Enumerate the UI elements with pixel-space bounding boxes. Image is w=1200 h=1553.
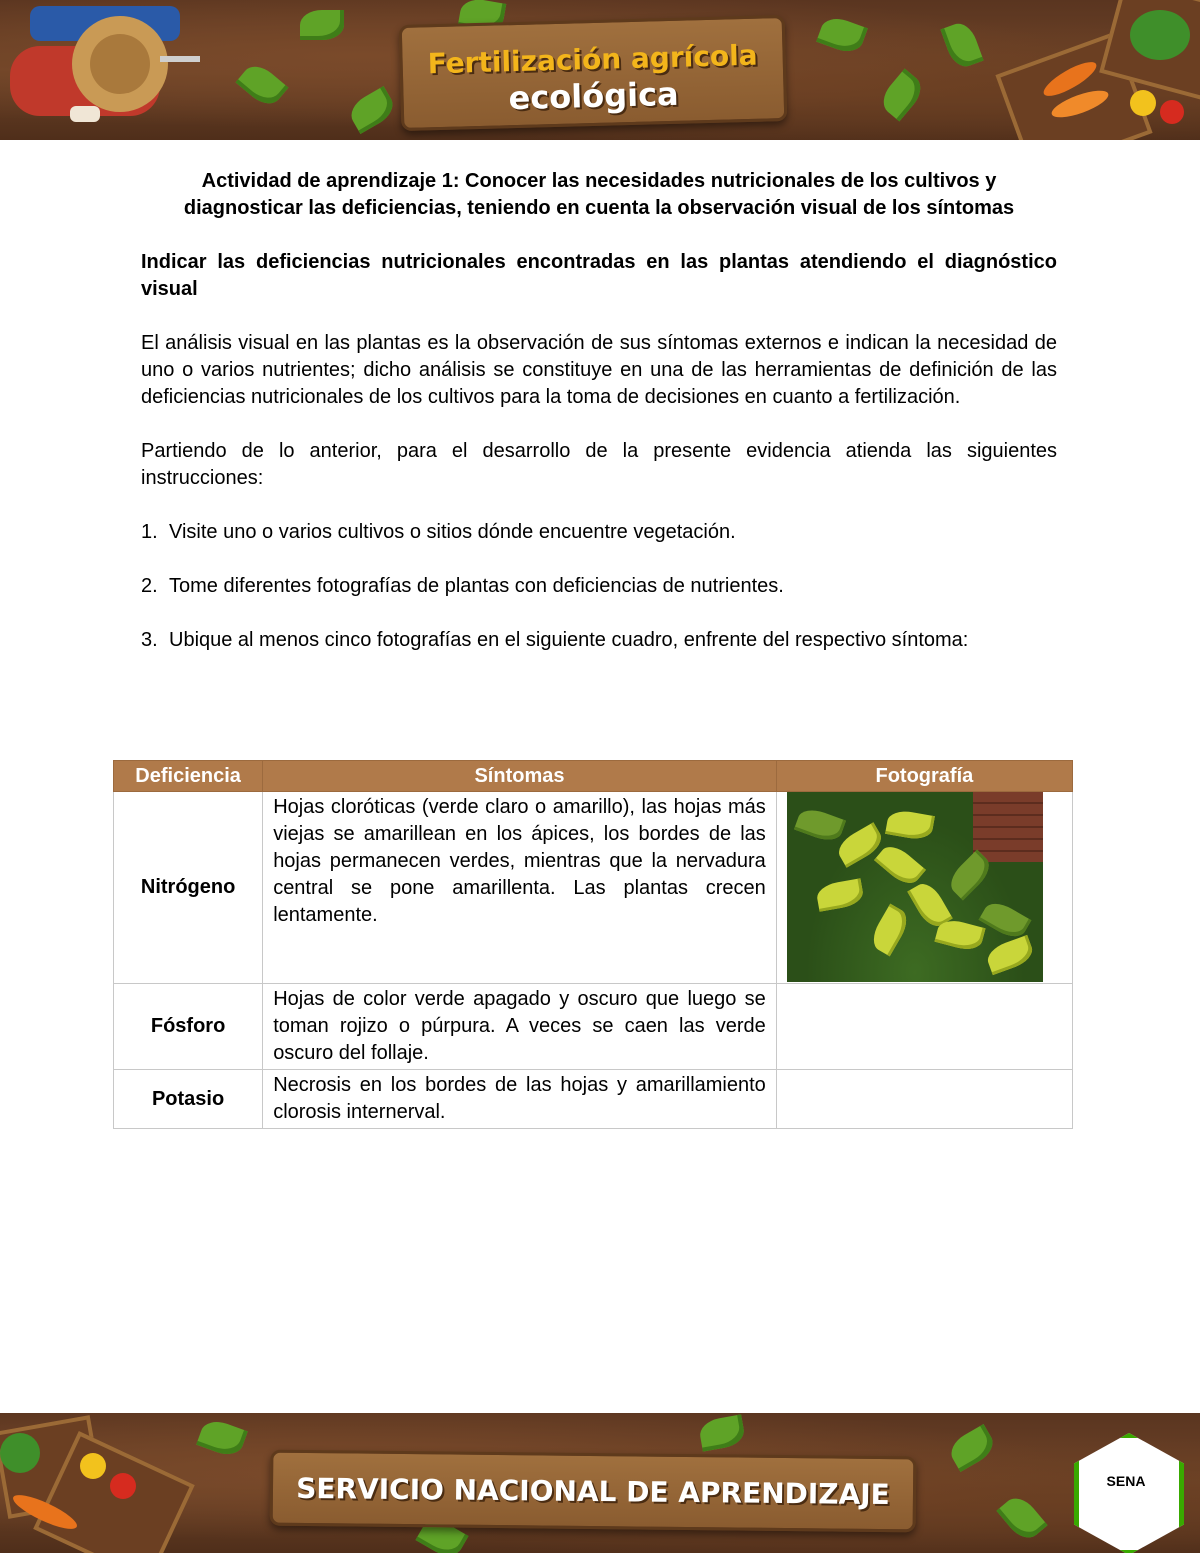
symptoms-cell: Hojas cloróticas (verde claro o amarillo), las hojas más viejas se amarillean en los ápices, los bordes de las hojas permanecen verdes, mientras que la nervadura central se pone amarillenta. Las plantas crecen lentamente. [263, 792, 777, 984]
deficiency-cell: Fósforo [114, 984, 263, 1070]
lettuce-decoration [0, 1433, 40, 1473]
instructions-list [141, 519, 1057, 654]
photo-cell [776, 792, 1072, 984]
header-title-line1: Fertilización agrícola [427, 38, 758, 81]
list-item-text: Ubique al menos cinco fotografías en el siguiente cuadro, enfrente del respectivo síntoma: [169, 629, 969, 651]
photo-cell [776, 984, 1072, 1070]
footer-banner [0, 1413, 1200, 1553]
header-banner [0, 0, 1200, 140]
footer-title-sign [270, 1450, 917, 1533]
farmer-illustration [10, 6, 200, 126]
deficiency-table [113, 760, 1073, 1129]
header-title-sign [399, 15, 788, 131]
list-item-number: 1. [141, 521, 158, 543]
leaf-decoration [996, 1492, 1047, 1545]
deficiency-cell: Potasio [114, 1070, 263, 1129]
leaf-decoration [345, 86, 398, 134]
paragraph-intro: El análisis visual en las plantas es la observación de sus síntomas externos e indican la necesidad de uno o varios nutrientes; dicho análisis se constituye en una de las herramientas de definición de las deficiencias nutricionales de los cultivos para la toma de decisiones en cuanto a fertilización. [141, 332, 1057, 408]
leaf-decoration [236, 59, 289, 110]
table-row [114, 984, 1073, 1070]
list-item-number: 2. [141, 575, 158, 597]
list-item [141, 573, 1057, 600]
leaf-decoration [945, 1424, 998, 1472]
leaf-decoration [300, 10, 344, 40]
table-header-row [114, 761, 1073, 792]
list-item [141, 627, 1057, 654]
leaf-decoration [816, 13, 868, 56]
lettuce-decoration [1130, 10, 1190, 60]
column-header-deficiency: Deficiencia [114, 761, 263, 792]
pepper-decoration [1130, 90, 1156, 116]
list-item-number: 3. [141, 629, 158, 651]
deficiency-cell: Nitrógeno [114, 792, 263, 984]
column-header-photo: Fotografía [776, 761, 1072, 792]
section-subtitle: Indicar las deficiencias nutricionales encontradas en las plantas atendiendo el diagnóstico visual [141, 251, 1057, 300]
pepper-decoration [80, 1453, 106, 1479]
plant-photo-image [787, 792, 1043, 982]
pepper-decoration [1160, 100, 1184, 124]
institution-name: SERVICIO NACIONAL DE APRENDIZAJE [296, 1471, 890, 1512]
paragraph-instructions-lead: Partiendo de lo anterior, para el desarrollo de la presente evidencia atienda las siguientes instrucciones: [141, 440, 1057, 489]
column-header-symptoms: Síntomas [263, 761, 777, 792]
activity-title: Actividad de aprendizaje 1: Conocer las necesidades nutricionales de los cultivos y diagnosticar las deficiencias, teniendo en cuenta la observación visual de los síntomas [183, 170, 1015, 219]
photo-cell [776, 1070, 1072, 1129]
table-row [114, 1070, 1073, 1129]
leaf-decoration [698, 1414, 747, 1451]
sena-logo-text: SENA [1106, 1473, 1146, 1489]
symptoms-cell: Necrosis en los bordes de las hojas y amarillamiento clorosis internerval. [263, 1070, 777, 1129]
document-body [141, 168, 1057, 681]
leaf-decoration [940, 19, 983, 71]
symptoms-cell: Hojas de color verde apagado y oscuro que luego se toman rojizo o púrpura. A veces se caen las verde oscuro del follaje. [263, 984, 777, 1070]
leaf-decoration [196, 1416, 248, 1459]
list-item-text: Tome diferentes fotografías de plantas con deficiencias de nutrientes. [169, 575, 784, 597]
list-item-text: Visite uno o varios cultivos o sitios dónde encuentre vegetación. [169, 521, 736, 543]
header-title-line2: ecológica [508, 74, 680, 118]
table-row [114, 792, 1073, 984]
pepper-decoration [110, 1473, 136, 1499]
list-item [141, 519, 1057, 546]
leaf-decoration [876, 69, 927, 122]
